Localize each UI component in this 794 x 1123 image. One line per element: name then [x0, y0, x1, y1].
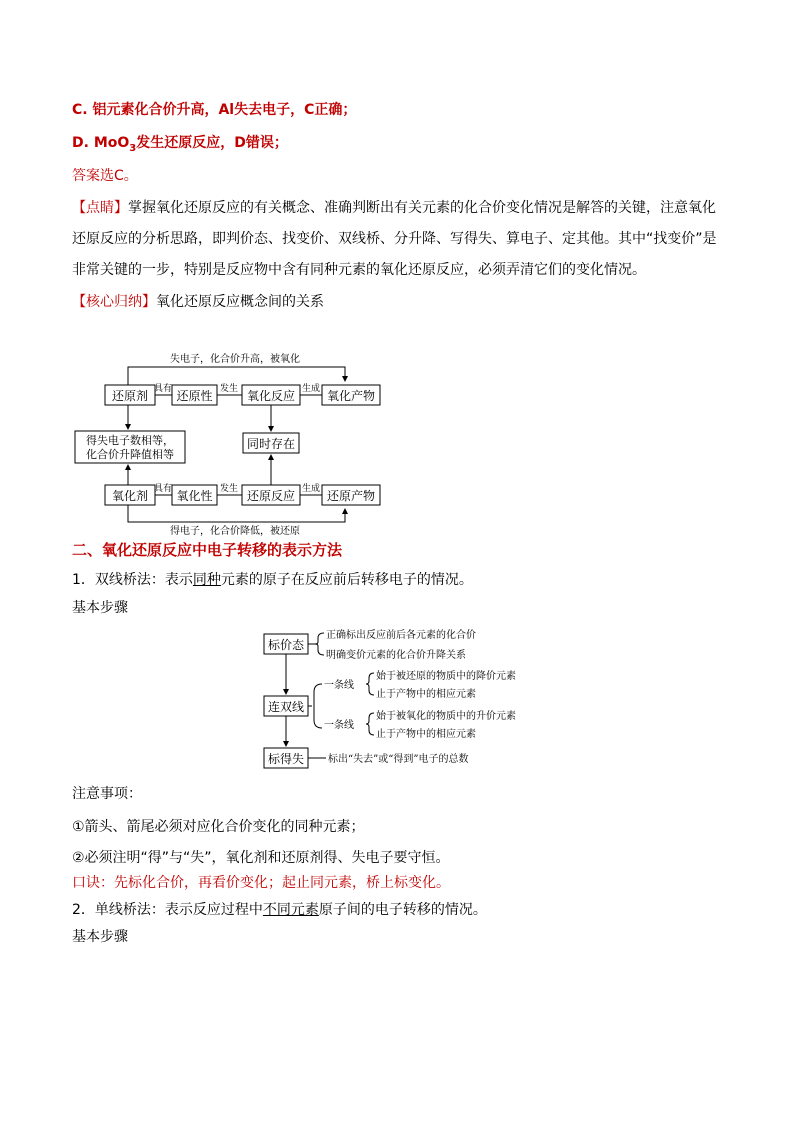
- option-d-text: 发生还原反应，D错误；: [136, 135, 288, 151]
- label-oxidant: 氧化剂: [111, 489, 149, 503]
- notes-title: 注意事项：: [72, 786, 142, 802]
- row2-conn-label-2: 发生: [219, 484, 239, 494]
- double-bridge-b: 元素的原子在反应前后转移电子的情况。: [220, 572, 473, 588]
- hexin-tag: 【核心归纳】: [72, 294, 156, 310]
- box3-text: 标出“失去”或“得到”电子的总数: [328, 754, 469, 765]
- row2-conn-label-1: 具有: [153, 484, 173, 494]
- label-oxidation-reaction: 氧化反应: [246, 389, 296, 403]
- box1-text-a: 正确标出反应前后各元素的化合价: [326, 630, 476, 641]
- box1-text-b: 明确变价元素的化合价升降关系: [326, 650, 466, 661]
- label-reductant: 还原剂: [111, 389, 149, 403]
- option-d-subscript: 3: [129, 142, 137, 154]
- dianjing-text: 掌握氧化还原反应的有关概念、准确判断出有关元素的化合价变化情况是解答的关键，注意氧化还原反应的分析思路，即判价态、找变价、双线桥、分升降、写得失、算电子、定其他。其中“找变价”是非常关键的一步，特别是反应物中含有同种元素的氧化还原反应，必须弄清它们的变化情况。: [72, 200, 717, 278]
- label-double-line: 连双线: [267, 700, 305, 714]
- label-reducibility: 还原性: [176, 389, 213, 403]
- top-bracket-arrow: [128, 367, 345, 385]
- label-reduction-product: 还原产物: [326, 489, 376, 503]
- bottom-label: 得电子，化合价降低，被还原: [170, 526, 300, 537]
- note-2: ②必须注明“得”与“失”，氧化剂和还原剂得、失电子要守恒。: [72, 850, 450, 866]
- bottom-bracket-arrow: [128, 505, 345, 522]
- label-oxidation-product: 氧化产物: [326, 389, 376, 403]
- row2-conn-label-3: 生成: [301, 484, 321, 494]
- option-c-text: 铝元素化合价升高，Al失去电子，C正确；: [92, 102, 357, 118]
- branch1-text-b: 止于产物中的相应元素: [376, 689, 476, 700]
- branch2-label: 一条线: [324, 720, 354, 731]
- option-d-prefix: D. MoO: [72, 135, 130, 151]
- option-c-line: [72, 100, 356, 120]
- concept-diagram: [70, 345, 390, 540]
- dianjing-paragraph: [72, 193, 722, 286]
- answer-line: 答案选C。: [72, 168, 138, 184]
- branch2-text-b: 止于产物中的相应元素: [376, 729, 476, 740]
- label-mark-gain-loss: 标得失: [267, 752, 305, 766]
- double-bridge-line: [72, 570, 473, 590]
- branch1-label: 一条线: [324, 680, 354, 691]
- row1-conn-label-1: 具有: [153, 384, 173, 394]
- branch1-text-a: 始于被还原的物质中的降价元素: [376, 671, 516, 682]
- double-bridge-underlined: 同种: [192, 572, 221, 588]
- label-coexist: 同时存在: [246, 437, 296, 451]
- row1-conn-label-2: 发生: [219, 384, 239, 394]
- label-reduction-reaction: 还原反应: [246, 489, 296, 503]
- hexin-line: [72, 292, 324, 312]
- basic-steps-label: 基本步骤: [72, 600, 128, 616]
- hexin-text: 氧化还原反应概念间的关系: [156, 294, 324, 310]
- note-1: ①箭头、箭尾必须对应化合价变化的同种元素；: [72, 819, 365, 835]
- row1-conn-label-3: 生成: [301, 384, 321, 394]
- double-bridge-a: 1．双线桥法：表示: [72, 572, 193, 588]
- single-bridge-b: 原子间的电子转移的情况。: [318, 902, 487, 918]
- brace-1: [315, 633, 324, 655]
- single-bridge-line: [72, 900, 487, 920]
- double-bridge-diagram: [262, 624, 542, 772]
- section-heading: 二、氧化还原反应中电子转移的表示方法: [72, 541, 343, 559]
- brace-branch2: [366, 713, 374, 735]
- single-bridge-underlined: 不同元素: [262, 902, 319, 918]
- brace-2: [308, 684, 322, 728]
- label-electron-balance-1: 得失电子数相等，: [86, 434, 174, 447]
- option-c-prefix: C.: [72, 102, 93, 118]
- top-label: 失电子，化合价升高，被氧化: [170, 354, 300, 365]
- label-oxidizability: 氧化性: [176, 489, 213, 503]
- basic-steps-label-2: 基本步骤: [72, 929, 128, 945]
- label-mark-valence: 标价态: [267, 638, 305, 652]
- mnemonic: 口诀：先标化合价，再看价变化；起止同元素，桥上标变化。: [72, 875, 450, 891]
- option-d-line: [72, 133, 288, 159]
- label-electron-balance-2: 化合价升降值相等: [86, 448, 174, 461]
- single-bridge-a: 2．单线桥法：表示反应过程中: [72, 902, 263, 918]
- dianjing-tag: 【点睛】: [72, 200, 128, 216]
- brace-branch1: [366, 673, 374, 695]
- branch2-text-a: 始于被氧化的物质中的升价元素: [376, 711, 516, 722]
